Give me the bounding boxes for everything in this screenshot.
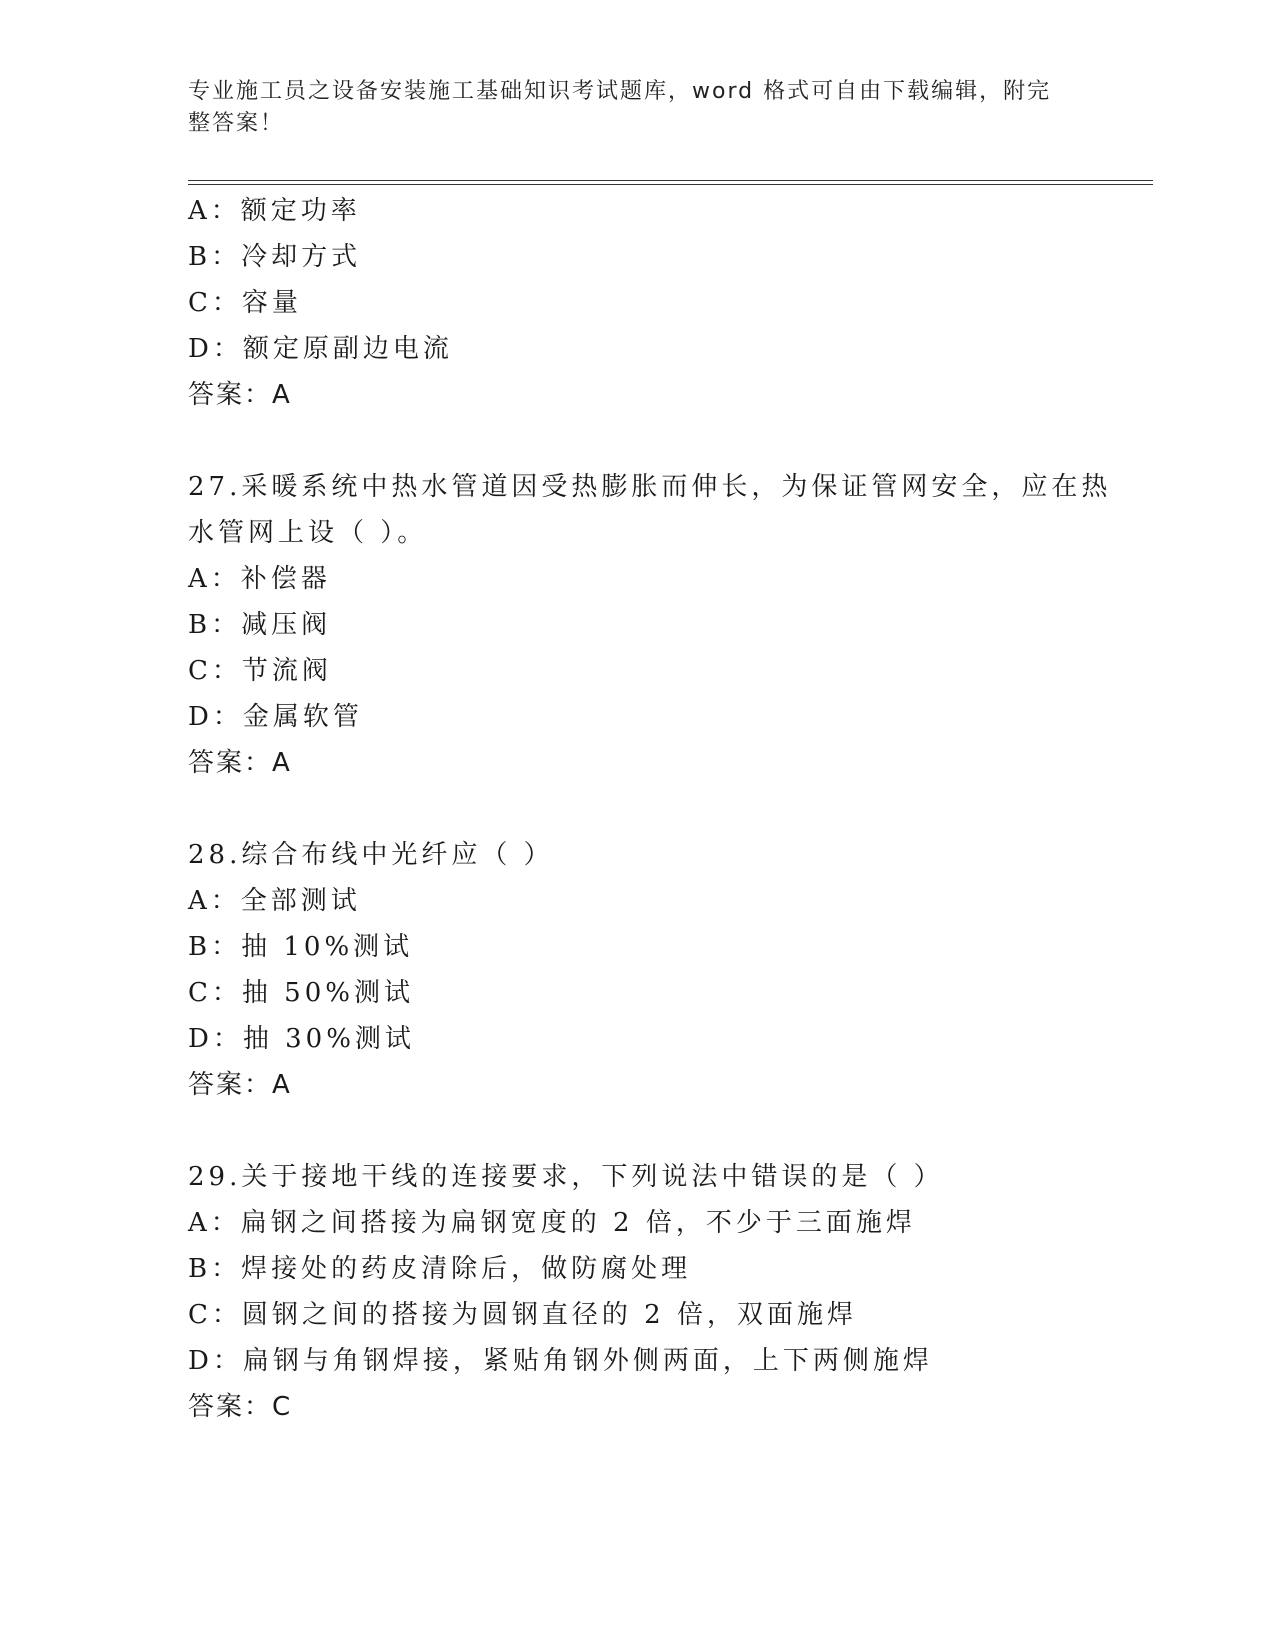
- option-c: C：抽 50%测试: [188, 978, 414, 1008]
- option-c: C：节流阀: [188, 656, 332, 686]
- question-list: [188, 188, 1112, 1430]
- question-text-line-1: 27.采暖系统中热水管道因受热膨胀而伸长，为保证管网安全，应在热: [188, 472, 1112, 502]
- question-text: 29.关于接地干线的连接要求，下列说法中错误的是（ ）: [188, 1162, 944, 1192]
- option-d: D：扁钢与角钢焊接，紧贴角钢外侧两面，上下两侧施焊: [188, 1346, 933, 1376]
- answer-line: 答案：C: [188, 1392, 293, 1422]
- question-27: [188, 464, 1112, 786]
- option-a: A：全部测试: [188, 886, 361, 916]
- option-a: A：补偿器: [188, 564, 331, 594]
- question-text: 28.综合布线中光纤应（ ）: [188, 840, 554, 870]
- option-d: D：额定原副边电流: [188, 334, 453, 364]
- option-a: A：额定功率: [188, 196, 361, 226]
- answer-line: 答案：A: [188, 380, 292, 410]
- header-divider-top: [188, 180, 1153, 181]
- option-b: B：冷却方式: [188, 242, 362, 272]
- option-d: D：金属软管: [188, 702, 363, 732]
- header-line-2: 整答案！: [188, 111, 285, 136]
- option-a: A：扁钢之间搭接为扁钢宽度的 2 倍，不少于三面施焊: [188, 1208, 916, 1238]
- question-28: [188, 832, 1088, 1108]
- spacer: [188, 1108, 1088, 1154]
- answer-line: 答案：A: [188, 748, 292, 778]
- question-text-line-2: 水管网上设（ ）。: [188, 518, 428, 548]
- option-c: C：圆钢之间的搭接为圆钢直径的 2 倍，双面施焊: [188, 1300, 857, 1330]
- header-line-1: 专业施工员之设备安装施工基础知识考试题库，word 格式可自由下载编辑，附完: [188, 79, 1052, 104]
- header-divider-bottom: [188, 184, 1153, 185]
- option-d: D：抽 30%测试: [188, 1024, 415, 1054]
- spacer: [188, 418, 1088, 464]
- spacer: [188, 786, 1088, 832]
- question-26: [188, 188, 1088, 418]
- question-29: [188, 1154, 1088, 1430]
- option-b: B：减压阀: [188, 610, 332, 640]
- document-header: [188, 76, 1068, 140]
- option-b: B：焊接处的药皮清除后，做防腐处理: [188, 1254, 692, 1284]
- option-c: C：容量: [188, 288, 302, 318]
- answer-line: 答案：A: [188, 1070, 292, 1100]
- option-b: B：抽 10%测试: [188, 932, 414, 962]
